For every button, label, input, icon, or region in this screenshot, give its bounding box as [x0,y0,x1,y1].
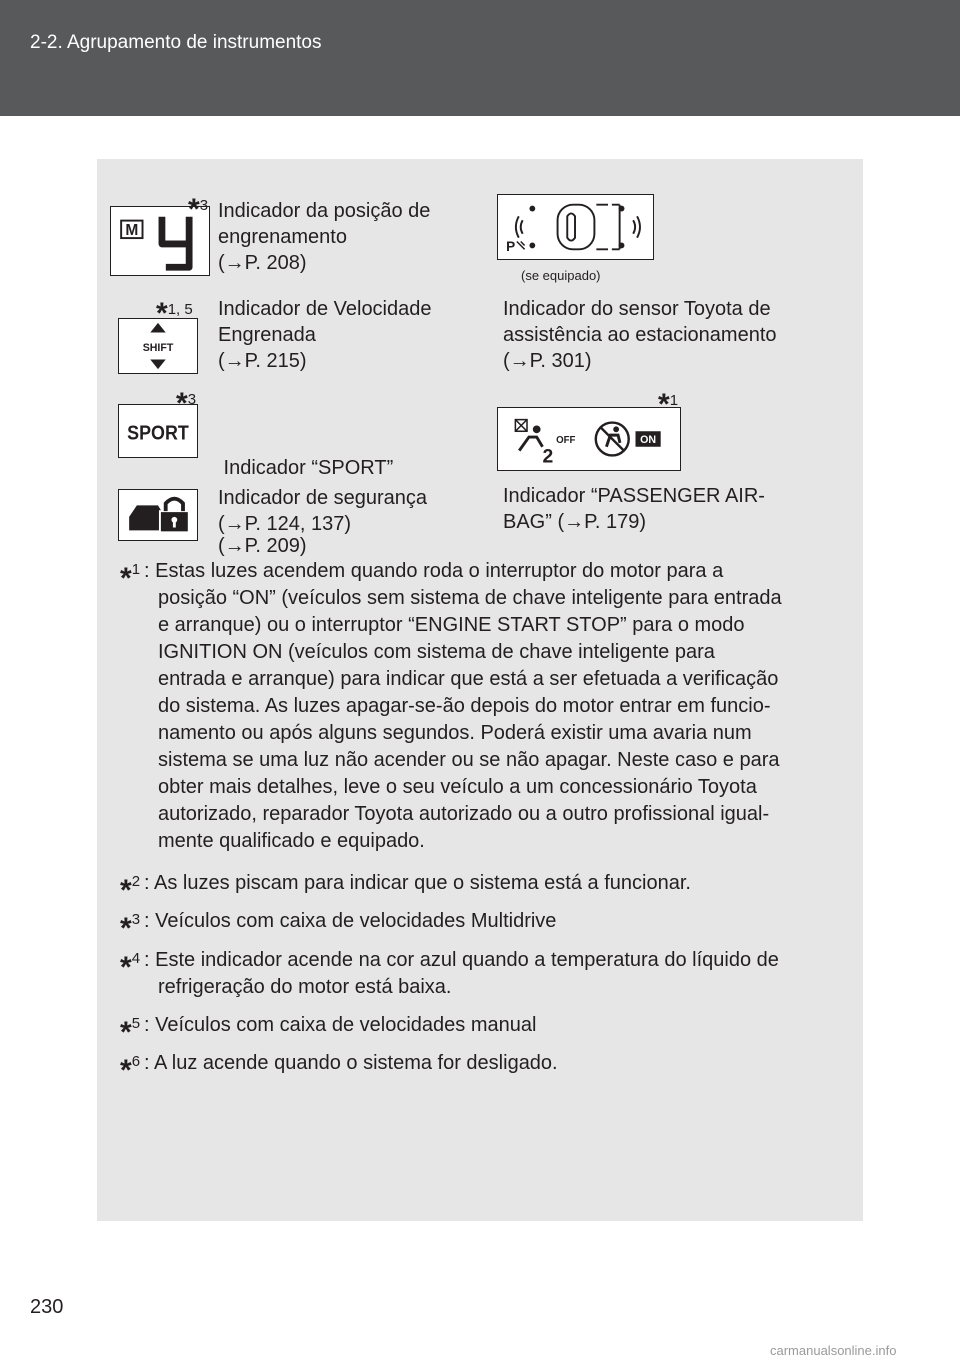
footnote-5: *$^5$ : Veículos com caixa de velocidades manual [120,1014,537,1049]
security-indicator-icon [118,489,198,541]
svg-text:M: M [125,222,139,240]
footnote-3: *$^3$ : Veículos com caixa de velocidades Multidrive [120,910,557,945]
shift-indicator-marker: *1, 5 [156,297,193,330]
parking-sensor-note: (se equipado) [521,268,601,283]
watermark: carmanualsonline.info [770,1343,897,1358]
security-indicator-label: Indicador de segurança (→P. 124, 137) [218,487,428,535]
gear-position-label: Indicador da posição de engrenamento (→P. 208) [218,200,431,274]
parking-sensor-icon [497,194,654,260]
sport-indicator-label: Indicador “SPORT” (→P. 209) [218,457,394,557]
footnote-1: *$^1$ : Estas luzes acendem quando roda o interruptor do motor para a posição “ON” (veículos sem sistema de chave inteligente para entrada e arranque) ou o interruptor “ENGINE START STOP” para o modo IGNITION ON (veículos com sistema de chave inteligente para entrada e arranque) para indicar que está a ser efetuada a verificação do sistema. As luzes apagar-se-ão depois do motor entrar em funcio- namento ou após alguns segundos. Poderá existir uma avaria num sistema se uma luz não acender ou se não apagar. Neste caso e para obter mais detalhes, leve o seu veículo a um concessionário Toyota autorizado, reparador Toyota autorizado ou a outro profissional igual- mente qualificado e equipado. [120,560,782,852]
footnote-6: *$^6$ : A luz acende quando o sistema for desligado. [120,1052,558,1087]
svg-text:SPORT: SPORT [127,422,190,445]
section-title: 2-2. Agrupamento de instrumentos [30,32,322,53]
passenger-airbag-icon [497,407,681,471]
svg-text:SHIFT: SHIFT [142,341,174,354]
footnote-2: *$^2$ : As luzes piscam para indicar que o sistema está a funcionar. [120,872,691,907]
svg-text:ON: ON [640,433,657,446]
parking-sensor-label: Indicador do sensor Toyota de assistência ao estacionamento (→P. 301) [503,298,777,372]
sport-indicator-marker: *3 [176,387,197,420]
shift-indicator-label: Indicador de Velocidade Engrenada (→P. 215) [218,298,432,372]
footnote-4: *$^4$ : Este indicador acende na cor azul quando a temperatura do líquido de refrigeração do motor está baixa. [120,949,779,998]
page-number: 230 [30,1296,64,1318]
svg-text:2: 2 [542,445,554,468]
passenger-airbag-marker: *1 [658,388,679,421]
gear-position-marker: *3 [188,193,209,226]
svg-text:OFF: OFF [556,434,576,446]
passenger-airbag-label: Indicador “PASSENGER AIR- BAG” (→P. 179) [503,485,765,533]
svg-text:P: P [506,239,516,255]
page-header [0,0,960,116]
